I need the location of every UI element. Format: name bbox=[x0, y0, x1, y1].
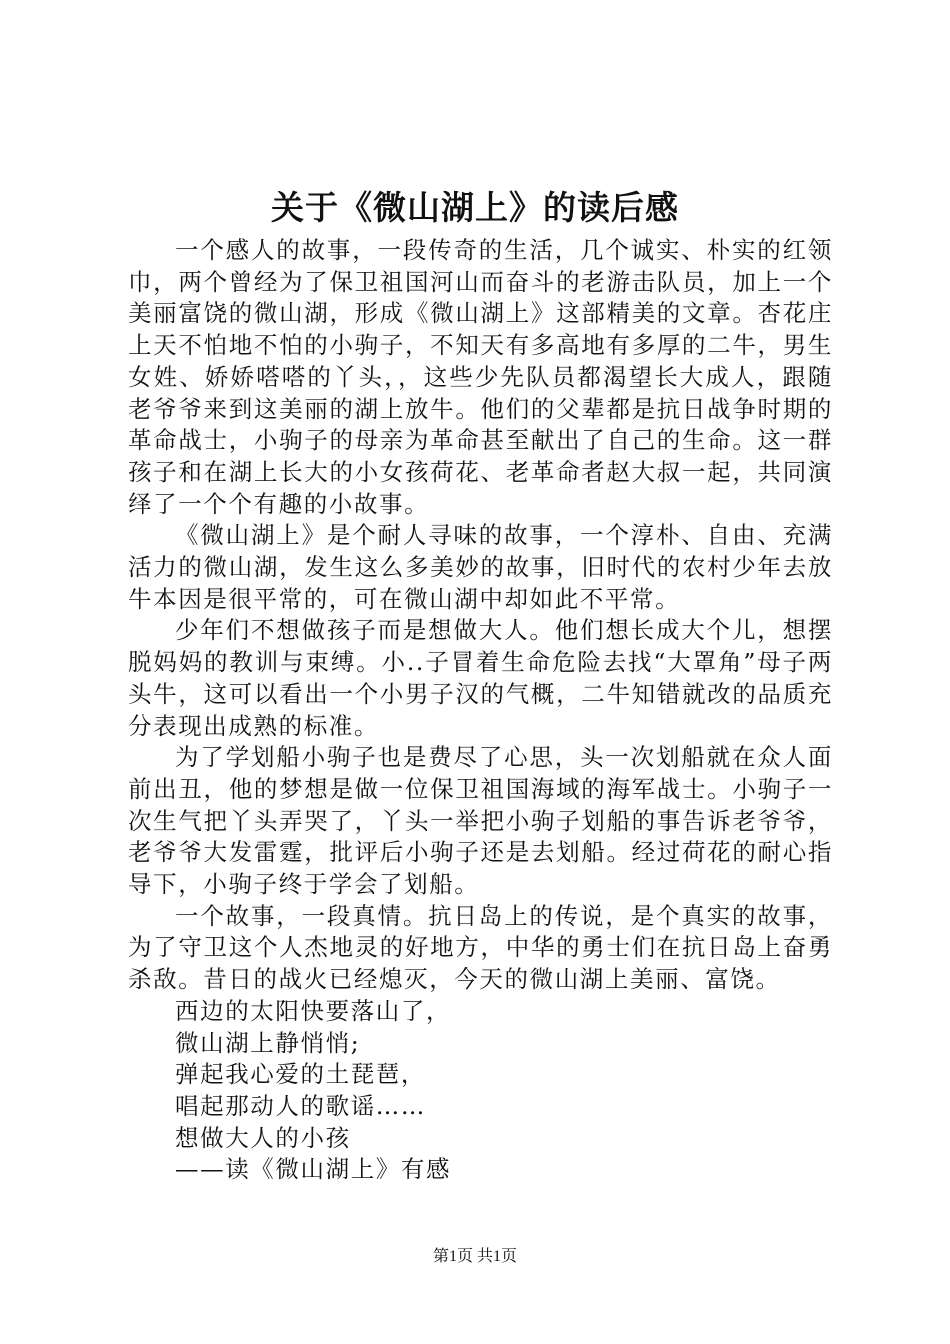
paragraph-1: 一个感人的故事，一段传奇的生活，几个诚实、朴实的红领巾，两个曾经为了保卫祖国河山而奋斗的老游击队员，加上一个美丽富饶的微山湖，形成《微山湖上》这部精美的文章。杏花庄上天不怕地不怕的小驹子，不知天有多高地有多厚的二牛，男生女姓、娇娇嗒嗒的丫头，，这些少先队员都渴望长大成人，跟随老爷爷来到这美丽的湖上放牛。他们的父辈都是抗日战争时期的革命战士，小驹子的母亲为革命甚至献出了自己的生命。这一群孩子和在湖上长大的小女孩荷花、老革命者赵大叔一起，共同演绎了一个个有趣的小故事。 bbox=[128, 236, 833, 518]
poem-line-2: 微山湖上静悄悄; bbox=[175, 1028, 361, 1057]
poem-line-1: 西边的太阳快要落山了， bbox=[175, 996, 452, 1025]
poem-line-3: 弹起我心爱的土琵琶， bbox=[175, 1060, 426, 1089]
paragraph-3: 少年们不想做孩子而是想做大人。他们想长成大个儿，想摆脱妈妈的教训与束缚。小..子冒着生命危险去找“大罩角”母子两头牛，这可以看出一个小男子汉的气概，二牛知错就改的品质充分表现出成熟的标准。 bbox=[128, 616, 833, 740]
paragraph-2: 《微山湖上》是个耐人寻味的故事，一个淳朴、自由、充满活力的微山湖，发生这么多美妙的故事，旧时代的农村少年去放牛本因是很平常的，可在微山湖中却如此不平常。 bbox=[128, 521, 833, 613]
poem-line-4: 唱起那动人的歌谣…… bbox=[175, 1091, 426, 1120]
paragraph-5: 一个故事，一段真情。抗日岛上的传说，是个真实的故事，为了守卫这个人杰地灵的好地方，中华的勇士们在抗日岛上奋勇杀敌。昔日的战火已经熄灭，今天的微山湖上美丽、富饶。 bbox=[128, 901, 833, 994]
page-number-footer: 第1页 共1页 bbox=[432, 1248, 517, 1265]
document-body bbox=[128, 235, 833, 1186]
paragraph-4: 为了学划船小驹子也是费尽了心思，头一次划船就在众人面前出丑，他的梦想是做一位保卫祖国海域的海军战士。小驹子一次生气把丫头弄哭了，丫头一举把小驹子划船的事告诉老爷爷，老爷爷大发雷霆，批评后小驹子还是去划船。经过荷花的耐心指导下，小驹子终于学会了划船。 bbox=[128, 743, 833, 899]
subtitle-line: 想做大人的小孩 bbox=[175, 1123, 351, 1152]
byline: ——读《微山湖上》有感 bbox=[175, 1155, 452, 1184]
document-title: 关于《微山湖上》的读后感 bbox=[271, 188, 679, 227]
